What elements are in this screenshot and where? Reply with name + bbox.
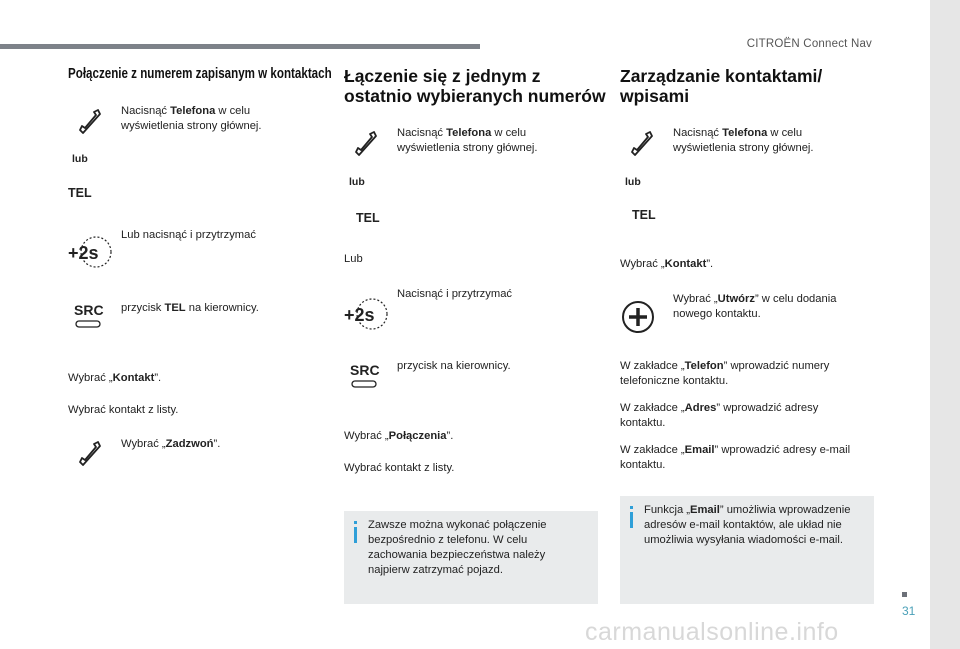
step-select-contact: Wybrać „Kontakt”. — [68, 372, 162, 384]
column-manage-contacts — [620, 66, 880, 106]
note-text: Funkcja „Email” umożliwia wprowadzenie adresów e-mail kontaktów, ale układ nie umożliwia wysyłania wiadomości e-mail. — [644, 504, 851, 546]
info-note — [620, 496, 874, 604]
step-hold: Lub nacisnąć i przytrzymać — [121, 229, 256, 241]
tab-phone-instruction: W zakładce „Telefon” wprowadzić numery telefoniczne kontaktu. — [620, 360, 830, 387]
top-rule — [0, 44, 480, 49]
or-label: lub — [625, 176, 641, 188]
step-select-contact: Wybrać „Kontakt”. — [620, 258, 714, 270]
steering-src-button-icon — [346, 360, 386, 390]
tel-button-label: TEL — [632, 208, 656, 222]
step-select-calls: Wybrać „Połączenia”. — [344, 430, 454, 442]
header-title: CITROËN Connect Nav — [746, 38, 872, 50]
section-heading: Połączenie z numerem zapisanym w kontaktach — [68, 66, 332, 82]
step-call: Wybrać „Zadzwoń”. — [121, 438, 221, 450]
tab-email-instruction: W zakładce „Email” wprowadzić adresy e-mail kontaktu. — [620, 444, 851, 471]
tab-address-instruction: W zakładce „Adres” wprowadzić adresy kontaktu. — [620, 402, 819, 429]
step-create: Wybrać „Utwórz” w celu dodania nowego kontaktu. — [673, 293, 837, 320]
step-press-phone: Nacisnąć Telefona w celu wyświetlenia strony głównej. — [121, 105, 262, 132]
add-contact-plus-icon — [620, 299, 656, 335]
step-select-from-list: Wybrać kontakt z listy. — [344, 462, 455, 474]
column-recent-calls — [344, 66, 606, 106]
step-steering-button: przycisk TEL na kierownicy. — [121, 302, 259, 314]
tel-button-label: TEL — [356, 211, 380, 225]
svg-text:+2s: +2s — [68, 243, 99, 263]
step-select-from-list: Wybrać kontakt z listy. — [68, 404, 179, 416]
info-note — [344, 511, 598, 604]
page-marker — [902, 592, 907, 597]
column-contacts-call — [68, 66, 332, 82]
page-number: 31 — [902, 604, 916, 618]
svg-text:+2s: +2s — [344, 305, 375, 325]
section-heading: Zarządzanie kontaktami/ wpisami — [620, 66, 823, 106]
watermark: carmanualsonline.info — [585, 618, 839, 646]
step-press-phone: Nacisnąć Telefona w celu wyświetlenia strony głównej. — [673, 127, 814, 154]
section-heading: Łączenie się z jednym z ostatnio wybieranych numerów — [344, 66, 606, 106]
side-margin-bar — [930, 0, 960, 649]
phone-handset-icon — [74, 106, 104, 136]
steering-src-button-icon — [70, 300, 110, 330]
info-icon-dot — [354, 521, 357, 524]
press-hold-2s-icon — [342, 296, 390, 332]
svg-text:SRC: SRC — [350, 362, 380, 378]
phone-handset-icon — [74, 438, 104, 468]
or-label: lub — [349, 176, 365, 188]
or-label-text: Lub — [344, 253, 363, 265]
svg-text:SRC: SRC — [74, 302, 104, 318]
info-icon — [630, 512, 633, 528]
phone-handset-icon — [626, 128, 656, 158]
step-steering-button: przycisk na kierownicy. — [397, 360, 511, 372]
info-icon — [354, 527, 357, 543]
info-icon-dot — [630, 506, 633, 509]
or-label: lub — [72, 153, 88, 165]
phone-handset-icon — [350, 128, 380, 158]
tel-button-label: TEL — [68, 186, 92, 200]
step-hold: Nacisnąć i przytrzymać — [397, 288, 513, 300]
step-press-phone: Nacisnąć Telefona w celu wyświetlenia strony głównej. — [397, 127, 538, 154]
press-hold-2s-icon — [66, 234, 114, 270]
note-text: Zawsze można wykonać połączenie bezpośrednio z telefonu. W celu zachowania bezpieczeństwa należy najpierw zatrzymać pojazd. — [368, 519, 547, 576]
